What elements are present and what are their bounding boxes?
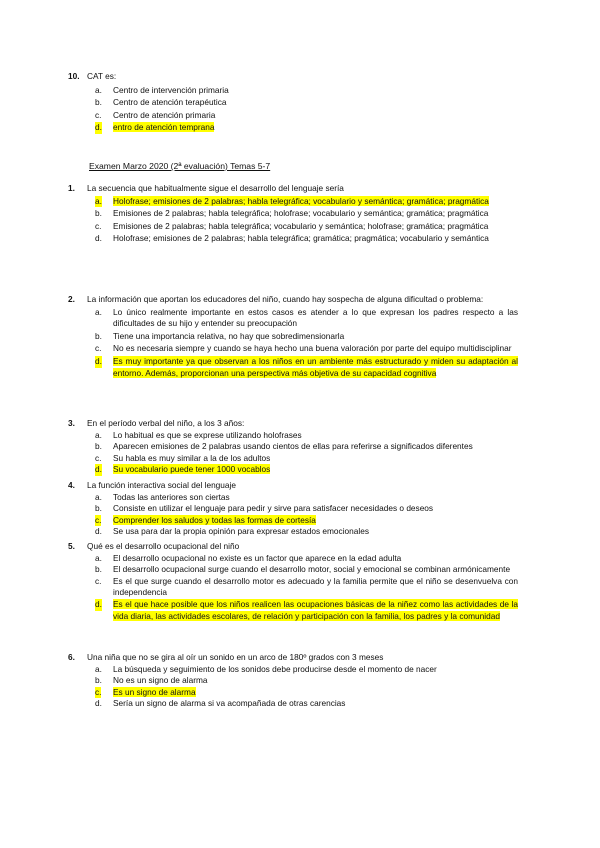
- question-3: [68, 418, 518, 476]
- option-c: [68, 343, 518, 355]
- option-letter: d.: [95, 464, 102, 475]
- exam-title: Examen Marzo 2020 (2ª evaluación) Temas 5-7: [89, 161, 271, 171]
- option-c: [68, 110, 518, 122]
- option-b: [68, 331, 518, 343]
- option-letter: b.: [95, 564, 102, 575]
- option-a: [68, 307, 518, 330]
- option-letter: a.: [95, 429, 102, 440]
- question-stem: [68, 183, 518, 195]
- option-letter: b.: [95, 208, 102, 219]
- option-letter: c.: [95, 686, 102, 697]
- option-letter: a.: [95, 195, 102, 206]
- option-b: [68, 97, 518, 109]
- option-d: [68, 122, 518, 134]
- option-text: No es necesaria siempre y cuando se haya hecho una buena valoración por parte del equipo multidisciplinar: [113, 343, 512, 354]
- question-number: 5.: [68, 541, 75, 551]
- question-2: [68, 294, 518, 379]
- option-a: [68, 492, 518, 504]
- option-text: Sería un signo de alarma si va acompañada de otras carencias: [113, 698, 346, 709]
- question-6: [68, 652, 518, 710]
- option-d: [68, 599, 518, 622]
- question-number: 3.: [68, 418, 75, 428]
- option-letter: b.: [95, 97, 102, 108]
- option-b: [68, 208, 518, 220]
- option-text: Emisiones de 2 palabras; habla telegráfica; vocabulario y semántica; holofrase; gramática; pragmática: [113, 220, 489, 231]
- question-stem: [68, 480, 518, 492]
- option-letter: b.: [95, 503, 102, 514]
- question-stem: [68, 418, 518, 430]
- option-c: [68, 453, 518, 465]
- option-a: [68, 553, 518, 565]
- question-text: CAT es:: [87, 71, 117, 81]
- question-text: Qué es el desarrollo ocupacional del niño: [87, 541, 240, 551]
- option-text: Centro de atención terapéutica: [113, 97, 227, 108]
- question-text: La función interactiva social del lenguaje: [87, 480, 236, 490]
- option-text: Tiene una importancia relativa, no hay que sobredimensionarla: [113, 330, 345, 341]
- option-d: [68, 698, 518, 710]
- option-text: El desarrollo ocupacional surge cuando el desarrollo motor, social y emocional se combinan armónicamente: [113, 564, 511, 575]
- option-a: [68, 664, 518, 676]
- option-text: Lo habitual es que se exprese utilizando holofrases: [113, 429, 302, 440]
- question-number: 10.: [68, 71, 80, 81]
- question-5: [68, 541, 518, 622]
- option-d: [68, 233, 518, 245]
- option-text: Es muy importante ya que observan a los niños en un ambiente más estructurado y miden su adaptación al entorno. Además, proporcionan una perspectiva más objetiva de su capacidad cognitiva: [113, 355, 518, 378]
- option-letter: d.: [95, 526, 102, 537]
- option-text: Aparecen emisiones de 2 palabras usando cientos de ellas para referirse a significados diferentes: [113, 441, 473, 452]
- question-number: 6.: [68, 652, 75, 662]
- option-text: Es el que hace posible que los niños realicen las ocupaciones básicas de la niñez como las actividades de la vida diaria, las actividades escolares, de relación y participación con la familia, los padres y la comunidad: [113, 598, 518, 621]
- question-number: 4.: [68, 480, 75, 490]
- option-text: Holofrase; emisiones de 2 palabras; habla telegráfica; gramática; pragmática; vocabulario y semántica: [113, 233, 489, 244]
- option-a: [68, 196, 518, 208]
- option-d: [68, 356, 518, 379]
- option-letter: a.: [95, 84, 102, 95]
- option-text: Centro de intervención primaria: [113, 84, 229, 95]
- option-text: Emisiones de 2 palabras; habla telegráfica; holofrase; vocabulario y semántica; gramática; pragmática: [113, 208, 489, 219]
- option-text: Lo único realmente importante en estos casos es atender a lo que expresan los padres respecto a las dificultades de su hijo y entender su preocupación: [113, 306, 518, 329]
- option-letter: b.: [95, 330, 102, 341]
- question-stem: [68, 71, 518, 83]
- option-text: El desarrollo ocupacional no existe es un factor que aparece en la edad adulta: [113, 552, 402, 563]
- option-text: Se usa para dar la propia opinión para expresar estados emocionales: [113, 526, 369, 537]
- option-letter: d.: [95, 598, 102, 609]
- option-text: Todas las anteriores son ciertas: [113, 491, 230, 502]
- option-letter: d.: [95, 122, 102, 133]
- option-text: Su vocabulario puede tener 1000 vocablos: [113, 464, 271, 475]
- question-1: [68, 183, 518, 245]
- option-letter: d.: [95, 233, 102, 244]
- option-letter: a.: [95, 491, 102, 502]
- question-4: [68, 480, 518, 538]
- option-letter: d.: [95, 698, 102, 709]
- question-10: [68, 71, 518, 134]
- option-c: [68, 221, 518, 233]
- question-number: 2.: [68, 294, 75, 304]
- option-text: No es un signo de alarma: [113, 675, 208, 686]
- option-c: [68, 576, 518, 599]
- option-letter: b.: [95, 441, 102, 452]
- option-letter: c.: [95, 220, 102, 231]
- option-text: Holofrase; emisiones de 2 palabras; habla telegráfica; vocabulario y semántica; gramática; pragmática: [113, 195, 489, 206]
- question-text: La información que aportan los educadores del niño, cuando hay sospecha de alguna dificultad o problema:: [87, 294, 484, 304]
- question-text: Una niña que no se gira al oír un sonido en un arco de 180º grados con 3 meses: [87, 652, 384, 662]
- option-d: [68, 464, 518, 476]
- option-text: Centro de atención primaria: [113, 109, 216, 120]
- option-text: Es el que surge cuando el desarrollo motor es adecuado y la familia permite que el niño se desenvuelva con independencia: [113, 575, 518, 598]
- option-letter: c.: [95, 343, 102, 354]
- question-stem: [68, 294, 518, 306]
- option-d: [68, 526, 518, 538]
- option-letter: c.: [95, 514, 102, 525]
- option-text: entro de atención temprana: [113, 122, 215, 133]
- question-number: 1.: [68, 183, 75, 193]
- question-text: La secuencia que habitualmente sigue el desarrollo del lenguaje sería: [87, 183, 344, 193]
- option-letter: d.: [95, 355, 102, 366]
- question-text: En el período verbal del niño, a los 3 años:: [87, 418, 245, 428]
- option-text: Su habla es muy similar a la de los adultos: [113, 452, 271, 463]
- option-letter: b.: [95, 675, 102, 686]
- option-letter: a.: [95, 306, 102, 317]
- option-a: [68, 85, 518, 97]
- option-letter: c.: [95, 452, 102, 463]
- option-letter: c.: [95, 575, 102, 586]
- option-c: [68, 515, 518, 527]
- option-text: Consiste en utilizar el lenguaje para pedir y sirve para satisfacer necesidades o deseos: [113, 503, 434, 514]
- option-a: [68, 430, 518, 442]
- option-text: Comprender los saludos y todas las formas de cortesía: [113, 514, 316, 525]
- option-letter: a.: [95, 552, 102, 563]
- question-stem: [68, 652, 518, 664]
- option-b: [68, 441, 518, 453]
- option-b: [68, 503, 518, 515]
- option-b: [68, 564, 518, 576]
- option-c: [68, 687, 518, 699]
- option-letter: c.: [95, 109, 102, 120]
- option-text: Es un signo de alarma: [113, 686, 196, 697]
- question-stem: [68, 541, 518, 553]
- option-letter: a.: [95, 663, 102, 674]
- option-text: La búsqueda y seguimiento de los sonidos debe producirse desde el momento de nacer: [113, 663, 437, 674]
- option-b: [68, 675, 518, 687]
